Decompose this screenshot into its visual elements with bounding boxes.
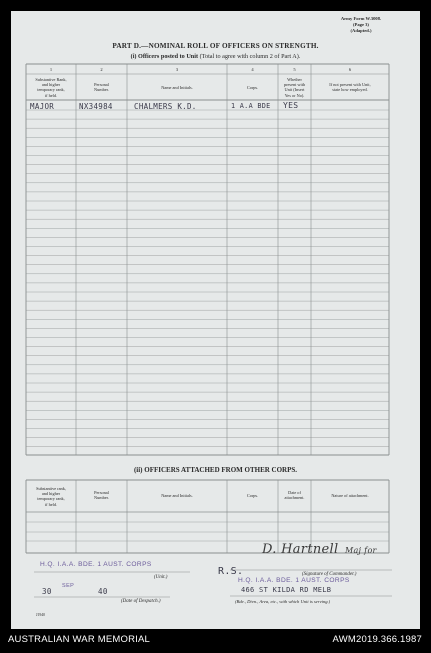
header-line: Personal: [94, 490, 109, 495]
section-i-title: [0, 53, 431, 60]
header-line: state how employed.: [332, 87, 368, 93]
header-line: If not present with Unit,: [329, 82, 371, 87]
header-line: Personal: [94, 82, 109, 87]
unit-label: (Unit.): [154, 575, 168, 580]
header-line: Corps.: [246, 85, 259, 90]
col-number-2: 2: [100, 67, 103, 72]
header-line: Number.: [94, 495, 109, 501]
header-line: Name and Initials.: [161, 85, 193, 90]
section-i-suffix: (Total to agree with column 2 of Part A).: [199, 53, 301, 60]
part-d-title: PART D.—NOMINAL ROLL OF OFFICERS ON STRENGTH.: [112, 42, 319, 50]
header-line: if held.: [44, 501, 58, 507]
header-line: Name and Initials.: [161, 493, 193, 498]
header-line: Unit (Insert: [284, 87, 305, 93]
entry-corps: 1 A.A BDE: [231, 102, 271, 110]
entry-name: CHALMERS K.D.: [134, 102, 197, 111]
header-line: and higher: [41, 491, 61, 497]
entry-present: YES: [283, 101, 299, 110]
entry-rank: MAJOR: [30, 102, 55, 111]
despatch-month: SEP: [62, 583, 75, 589]
entry-personal-number: NX34984: [79, 102, 113, 111]
col-number-6: 6: [348, 67, 352, 72]
header-rank: [26, 77, 76, 98]
header-line: Substantive rank,: [36, 486, 66, 491]
header-line: Nature of attachment.: [331, 493, 369, 498]
header-employed: [311, 82, 389, 92]
header-personal-number: [76, 82, 127, 92]
header-line: Corps.: [246, 493, 259, 498]
army-form-number: Army Form W.3008.: [340, 16, 382, 21]
signature-suffix: Maj for: [345, 546, 377, 555]
header-line: temporary rank,: [37, 87, 65, 93]
header-line: Substantive Rank,: [35, 77, 67, 82]
header-line: and higher: [41, 82, 61, 88]
header-line: Date of: [288, 490, 301, 495]
caption-right: AWM2019.366.1987: [332, 634, 422, 645]
header-line: temporary rank,: [37, 496, 65, 502]
header-ii-name: [127, 493, 227, 498]
form-code: J1940: [36, 613, 46, 617]
army-form-adapted: (Adapted.): [350, 28, 372, 33]
header-line: attachment.: [284, 495, 305, 501]
col-number-5: 5: [293, 67, 296, 72]
header-line: present with: [283, 82, 306, 88]
header-present: [278, 77, 311, 98]
despatch-year: 40: [98, 587, 108, 596]
signature-label: (Signature of Commander.): [302, 572, 357, 577]
bde-stamp: H.Q. I.A.A. BDE. 1 AUST. CORPS: [238, 577, 350, 584]
header-line: Number.: [94, 87, 109, 93]
header-corps: [227, 85, 278, 90]
despatch-date-label: (Date of Despatch.): [121, 599, 161, 604]
section-i-prefix: (i) Officers posted to Unit: [130, 53, 199, 60]
header-ii-rank: [26, 486, 76, 507]
army-form-page: (Page 3): [353, 22, 369, 27]
header-ii-nature: [311, 493, 389, 498]
header-ii-corps: [227, 493, 278, 498]
section-ii-title: (ii) OFFICERS ATTACHED FROM OTHER CORPS.: [133, 466, 298, 474]
header-line: Whether: [287, 77, 302, 82]
header-line: if held.: [44, 92, 58, 98]
bde-address: 466 ST KILDA RD MELB: [241, 586, 332, 594]
header-ii-personal-number: [76, 490, 127, 500]
header-line: Yes or No).: [284, 92, 305, 98]
clerk-initials: R.S.: [218, 566, 244, 577]
commander-signature: D. Hartnell: [262, 542, 339, 557]
col-number-4: 4: [251, 67, 254, 72]
col-number-1: 1: [49, 67, 53, 72]
header-name: [127, 85, 227, 90]
col-number-3: 3: [175, 67, 179, 72]
unit-stamp: H.Q. I.A.A. BDE. 1 AUST. CORPS: [40, 561, 152, 568]
army-form-reference: [326, 16, 396, 34]
despatch-day: 30: [42, 587, 52, 596]
header-ii-date: [278, 490, 311, 500]
bde-label: (Bde., Divn., Area, etc., with which Unit is serving.): [235, 599, 331, 604]
caption-left: AUSTRALIAN WAR MEMORIAL: [8, 634, 151, 645]
